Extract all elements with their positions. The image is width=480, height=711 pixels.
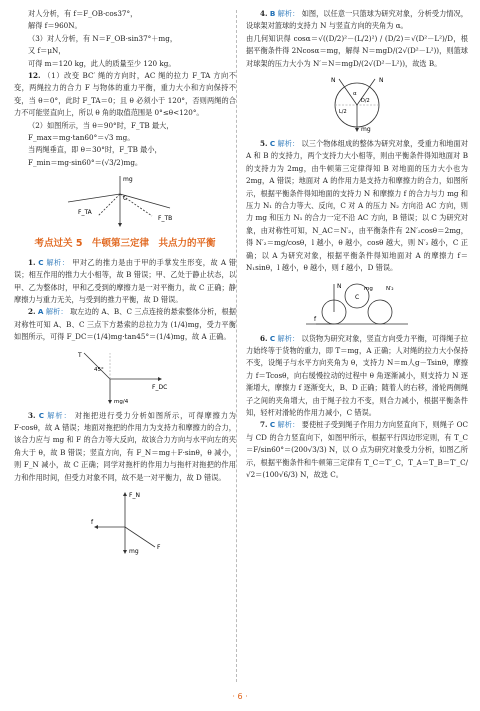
text-line: 又 f＝μN，: [28, 46, 66, 56]
force-diagram-4: [317, 73, 397, 135]
question-text: （1）改变 BC′ 绳的方向时，AC 绳的拉力 F_TA 方向不变，两绳拉力的合力 F 与物体的重力平衡，重力大小和方向保持不变，当 θ＝0°，此时 F_TA＝0；且 θ 必须小于 120°，否则两绳的合力不可能竖直向上，所以 θ 角的取值范围是 0°≤θ<120°。: [14, 71, 236, 118]
label-mg: mg/4: [114, 398, 129, 405]
question-text: 以货物为研究对象，竖直方向受力平衡，可得绳子拉力始终等于货物的重力，即 T＝mg，A 正确；人对绳的拉力大小保持不变，设绳子与水平方向夹角为 θ，支持力 N＝m人g－Tsinθ，摩擦力 f＝Tcosθ，向右缓慢拉动的过程中 θ 角逐渐减小，则支持力 N 逐渐增大，摩擦力 f 逐渐变大，B、D 正确；随着人的右移，滑轮两侧绳子之间的夹角增大，由于绳子拉力不变，则合力减小，根据平衡条件知，轻杆对滑轮的作用力减小，C 错误。: [246, 333, 468, 417]
question-number: 6.: [260, 333, 268, 343]
text-line: 解得 f＝960N。: [28, 21, 82, 31]
answer-letter: C: [38, 257, 44, 267]
label-fn: F_N: [129, 491, 140, 499]
question-2: [14, 306, 236, 343]
question-number: 12.: [28, 71, 41, 81]
label-mg: mg: [364, 285, 373, 292]
left-column: [14, 8, 236, 560]
question-1: [14, 257, 236, 307]
question-text: 甲对乙的推力是由于甲的手掌发生形变，故 A 错误；相互作用的推力大小相等，故 B 错误；甲、乙处于静止状态，以甲、乙为整体时，甲和乙受到的摩擦力是一对平衡力，故 C 正确；静摩擦力与重力无关，与受到的推力平衡，故 D 错误。: [14, 257, 236, 304]
answer-letter: C: [38, 410, 45, 420]
answer-letter: C: [269, 139, 276, 149]
label-mg: mg: [361, 126, 371, 134]
question-number: 7.: [260, 420, 268, 430]
label-l-half: L/2: [339, 109, 347, 116]
text-line: 当两绳垂直，即 θ＝30°时，F_TB 最小，: [28, 145, 162, 155]
analysis-tag: 解析：: [277, 139, 300, 149]
question-4: [246, 8, 468, 33]
question-text: 以三个物体组成的整体为研究对象，受重力和地面对 A 和 B 的支持力，两个支持力大小相等，则由平衡条件得知地面对 B 的支持力为 2mg，由牛顿第三定律得知 B 对地面的压力大小也为 2mg，A 错误；地面对 A 的作用力是支持力和摩擦力的合力，如图所示，根据平衡条件得知地面的支持力 N 和摩擦力 f 的合力与力 mg 和压力 N₁ 的合力等大、反向，C 对 A 的压力 N₂ 方向沿 AC 方向，则力 mg 和压力 N₁ 的合力一定不沿 AC 方向，B 错误；以 C 为研究对象，由对称性可知，N_AC＝N′₂，由平衡条件有 2N′₂cosθ＝2mg，得 N′₂＝mg/cosθ，l 越小，θ 越小，cosθ 越大，则 N′₂ 越小，C 正确；以 A 为研究对象，根据平衡条件得知地面对 A 的摩擦力 f＝N₁sinθ，l 越小，θ 越小，则 f 越小，D 错误。: [246, 139, 468, 273]
page-number: · 6 ·: [232, 692, 248, 701]
text-line: 可得 m＝120 kg，此人的质量至少 120 kg。: [28, 58, 176, 68]
answer-letter: C: [269, 333, 276, 343]
text-line: （3）对人分析，有 N＝F_OB·sin37°＋mg，: [28, 33, 178, 43]
question-number: 5.: [260, 139, 268, 149]
force-diagram-5: [302, 278, 412, 330]
label-n: N: [337, 282, 342, 290]
analysis-tag: 解析：: [45, 307, 68, 317]
label-fdc: F_DC: [152, 383, 168, 391]
label-t: T: [78, 351, 82, 359]
question-7: [246, 419, 468, 481]
answer-letter: C: [269, 420, 276, 430]
question-6: [246, 333, 468, 420]
question-text: 如图，以任意一只篮球为研究对象，分析受力情况，设球架对篮球的支持力 N 与竖直方向的夹角为 α。: [246, 9, 468, 31]
label-n2: N′₂: [386, 285, 394, 292]
label-friction: f: [91, 518, 94, 526]
column-divider: [236, 10, 237, 682]
question-text: 取左边的 A、B、C 三点连接的悬索整体分析，根据对称性可知 A、B、C 三点下方悬索的总拉力为 (1/4)mg，受力平衡如图所示，可得 F_DC＝(1/4)mg·tan45°＝(1/4)mg，故 A 正确。: [14, 307, 236, 342]
analysis-tag: 解析：: [277, 9, 300, 18]
label-mg: mg: [123, 176, 133, 184]
right-column: [246, 8, 468, 481]
force-diagram-12: [60, 172, 190, 230]
label-d-half: D/2: [361, 98, 370, 105]
label-c: C: [355, 293, 360, 301]
label-mg: mg: [129, 547, 139, 555]
answer-letter: A: [37, 307, 44, 317]
text-line: 对人分析，有 f＝F_OB·cos37°，: [28, 9, 138, 18]
label-alpha: α: [353, 91, 357, 98]
question-3: [14, 410, 236, 484]
section-title: 考点过关 5 牛顿第三定律 共点力的平衡: [34, 238, 216, 250]
question-4-continued: 由几何知识得 cosα＝√((D/2)²－(L/2)²) / (D/2)＝√(D²－L²)/D，根据平衡条件得 2Ncosα＝mg，解得 N＝mgD/(2√(D²－L²))，则篮球对球架的压力大小为 N′＝N＝mgD/(2√(D²－L²))，故选 B。: [246, 33, 468, 68]
question-12: [14, 70, 236, 120]
question-5: [246, 138, 468, 274]
analysis-tag: 解析：: [277, 333, 300, 343]
question-text: 对拖把进行受力分析如图所示，可得摩擦力为 F·cosθ，故 A 错误；地面对拖把的作用力为支持力和摩擦力的合力，该合力应与 mg 和 F 的合力等大反向，故该合力方向与水平向左的夹角大于 θ，故 B 错误；竖直方向，有 F_N＝mg＋F·sinθ，θ 减小，则 F_N 减小，故 C 正确；同学对拖杆的作用力与拖杆对拖把的作用力和作用时间，但受力对象不同，故不是一对平衡力，故 D 错误。: [14, 410, 236, 482]
answer-letter: B: [269, 9, 276, 18]
question-number: 2.: [28, 307, 36, 317]
label-f: f: [314, 315, 317, 323]
label-ftb: F_TB: [158, 215, 173, 223]
label-f-force: F: [157, 543, 161, 551]
label-angle: 45°: [94, 366, 104, 373]
analysis-tag: 解析：: [46, 257, 70, 267]
question-number: 4.: [260, 9, 268, 18]
text-line: （2）如图所示，当 θ＝90°时，F_TB 最大，: [28, 120, 174, 130]
analysis-tag: 解析：: [277, 420, 300, 430]
formula: F_max＝mg·tan60°＝√3 mg。: [28, 133, 135, 143]
force-diagram-2: [70, 347, 180, 407]
formula: F_min＝mg·sin60°＝(√3/2)mg。: [28, 157, 143, 167]
question-text: 要使桩子受到绳子作用力方向竖直向下，则绳子 OC 与 CD 的合力竖直向下，如图甲所示，根据平行四边形定则，有 T_C＝F/sin60°＝(200√3/3) N，以 O 点为研究对象受力分析，如图乙所示，根据平衡条件和牛顿第三定律有 T_C＝T′_C，T_A＝T_B＝T′_C/√2＝(100√6/3) N，故选 C。: [246, 420, 468, 479]
force-diagram-3: [75, 487, 175, 557]
label-n-right: N: [379, 77, 384, 85]
label-c: C: [123, 195, 128, 203]
label-n-left: N: [331, 77, 336, 85]
question-number: 3.: [28, 410, 36, 420]
analysis-tag: 解析：: [47, 410, 72, 420]
question-number: 1.: [28, 257, 36, 267]
label-fta: F_TA: [78, 209, 92, 217]
